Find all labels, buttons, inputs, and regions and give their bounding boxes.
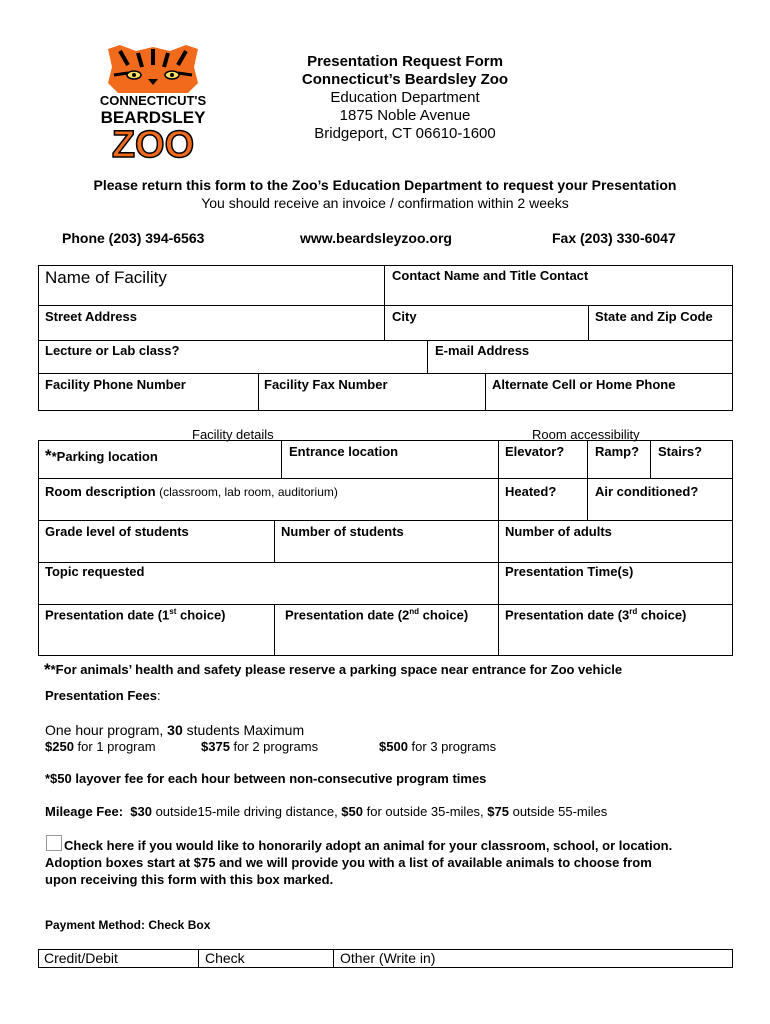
lecture-lab-field[interactable]: Lecture or Lab class? <box>45 343 180 358</box>
date1-sup: st <box>169 607 177 616</box>
payment-check[interactable]: Check <box>205 950 245 966</box>
one-hour-b: students Maximum <box>182 722 305 738</box>
air-conditioned-field[interactable]: Air conditioned? <box>595 484 699 499</box>
heated-field[interactable]: Heated? <box>505 484 557 499</box>
payment-other[interactable]: Other (Write in) <box>340 950 436 966</box>
room-description-hint: (classroom, lab room, auditorium) <box>159 485 338 499</box>
ramp-field[interactable]: Ramp? <box>595 444 640 459</box>
fee-3-amount: $500 <box>379 739 408 754</box>
mileage-3-amount: $75 <box>487 804 509 819</box>
fee-3-program <box>379 739 496 754</box>
date3-suffix: choice) <box>637 607 687 623</box>
street-address: 1875 Noble Avenue <box>339 107 471 124</box>
parking-location-field[interactable]: **Parking location <box>45 446 158 465</box>
logo-line3: ZOO <box>111 124 195 160</box>
entrance-location-field[interactable]: Entrance location <box>289 444 399 459</box>
tiger-logo-icon <box>98 45 208 160</box>
facility-fax-field[interactable]: Facility Fax Number <box>264 377 388 392</box>
stairs-field[interactable]: Stairs? <box>658 444 703 459</box>
number-adults-field[interactable]: Number of adults <box>505 524 612 539</box>
date3-num: 3 <box>622 607 630 623</box>
presentation-date-3-field[interactable] <box>505 607 686 622</box>
mileage-1-text: outside15-mile driving distance, <box>151 804 342 819</box>
form-title: Presentation Request Form <box>307 53 503 70</box>
mileage-2-amount: $50 <box>341 804 363 819</box>
elevator-field[interactable]: Elevator? <box>505 444 565 459</box>
number-students-field[interactable]: Number of students <box>281 524 404 539</box>
fee-1-program <box>45 739 156 754</box>
contact-name-field[interactable]: Contact Name and Title Contact <box>392 268 589 283</box>
fee-3-text: for 3 programs <box>407 739 497 754</box>
parking-label: *Parking location <box>51 449 158 464</box>
animals-note-text: *For animals’ health and safety please reserve a parking space near entrance for Zoo vehicle <box>50 662 623 677</box>
fees-heading <box>45 688 161 703</box>
adopt-line1: Check here if you would like to honorarily adopt an animal for your classroom, school, or location. <box>64 838 673 853</box>
date1-suffix: choice) <box>176 607 226 623</box>
fee-1-amount: $250 <box>45 739 74 754</box>
city-field[interactable]: City <box>392 309 417 324</box>
fee-2-text: for 2 programs <box>229 739 319 754</box>
intro-line2: You should receive an invoice / confirmation within 2 weeks <box>201 195 569 211</box>
mileage-1-amount: $30 <box>130 804 152 819</box>
one-hour-a: One hour program, <box>45 722 168 738</box>
org-name: Connecticut’s Beardsley Zoo <box>301 71 509 88</box>
zoo-logo <box>98 45 208 160</box>
one-hour-num: 30 <box>167 722 183 738</box>
logo-line2: BEARDSLEY <box>100 108 206 127</box>
fee-2-program <box>201 739 318 754</box>
zoo-fax: Fax (203) 330-6047 <box>552 230 676 246</box>
mileage-line <box>45 804 607 819</box>
payment-credit-debit[interactable]: Credit/Debit <box>44 950 118 966</box>
animals-note: **For animals’ health and safety please reserve a parking space near entrance for Zoo vehicle <box>44 660 623 679</box>
state-zip-field[interactable]: State and Zip Code <box>595 309 713 324</box>
intro-line1: Please return this form to the Zoo’s Education Department to request your Presentation <box>93 177 677 193</box>
alternate-phone-field[interactable]: Alternate Cell or Home Phone <box>492 377 676 392</box>
date2-num: 2 <box>402 607 410 623</box>
facility-phone-field[interactable]: Facility Phone Number <box>45 377 186 392</box>
presentation-date-1-field[interactable] <box>45 607 226 622</box>
name-of-facility-field[interactable]: Name of Facility <box>45 268 167 287</box>
date2-sup: nd <box>409 607 420 616</box>
layover-note: *$50 layover fee for each hour between non-consecutive program times <box>45 771 487 786</box>
date2-suffix: choice) <box>419 607 469 623</box>
zoo-website[interactable]: www.beardsleyzoo.org <box>300 230 452 246</box>
date2-prefix: Presentation date ( <box>285 607 403 623</box>
adopt-animal-checkbox[interactable] <box>46 835 62 851</box>
email-field[interactable]: E-mail Address <box>435 343 530 358</box>
topic-requested-field[interactable]: Topic requested <box>45 564 145 579</box>
fees-colon: : <box>157 688 161 703</box>
fee-1-text: for 1 program <box>73 739 156 754</box>
city-address: Bridgeport, CT 06610-1600 <box>314 125 496 142</box>
logo-line1: CONNECTICUT'S <box>99 93 207 108</box>
facility-details-heading: Facility details <box>192 427 274 442</box>
presentation-date-2-field[interactable] <box>285 607 468 622</box>
one-hour-line <box>45 722 304 738</box>
date1-num: 1 <box>162 607 170 623</box>
date3-prefix: Presentation date ( <box>505 607 623 623</box>
dept-name: Education Department <box>330 89 480 106</box>
mileage-2-text: for outside 35-miles, <box>363 804 488 819</box>
mileage-label: Mileage Fee: <box>45 804 124 819</box>
adopt-line3: upon receiving this form with this box marked. <box>45 872 334 887</box>
room-description-field[interactable] <box>45 484 338 499</box>
fee-2-amount: $375 <box>201 739 230 754</box>
street-address-field[interactable]: Street Address <box>45 309 137 324</box>
zoo-phone: Phone (203) 394-6563 <box>62 230 205 246</box>
presentation-time-field[interactable]: Presentation Time(s) <box>505 564 634 579</box>
room-accessibility-heading: Room accessibility <box>532 427 640 442</box>
details-table <box>38 440 733 656</box>
adopt-line2: Adoption boxes start at $75 and we will provide you with a list of available animals to choose from <box>45 855 652 870</box>
room-description-label: Room description <box>45 484 156 499</box>
grade-level-field[interactable]: Grade level of students <box>45 524 189 539</box>
payment-method-label: Payment Method: Check Box <box>45 918 211 932</box>
date1-prefix: Presentation date ( <box>45 607 163 623</box>
mileage-3-text: outside 55-miles <box>508 804 608 819</box>
date3-sup: rd <box>629 607 638 616</box>
fees-label: Presentation Fees <box>45 688 157 703</box>
